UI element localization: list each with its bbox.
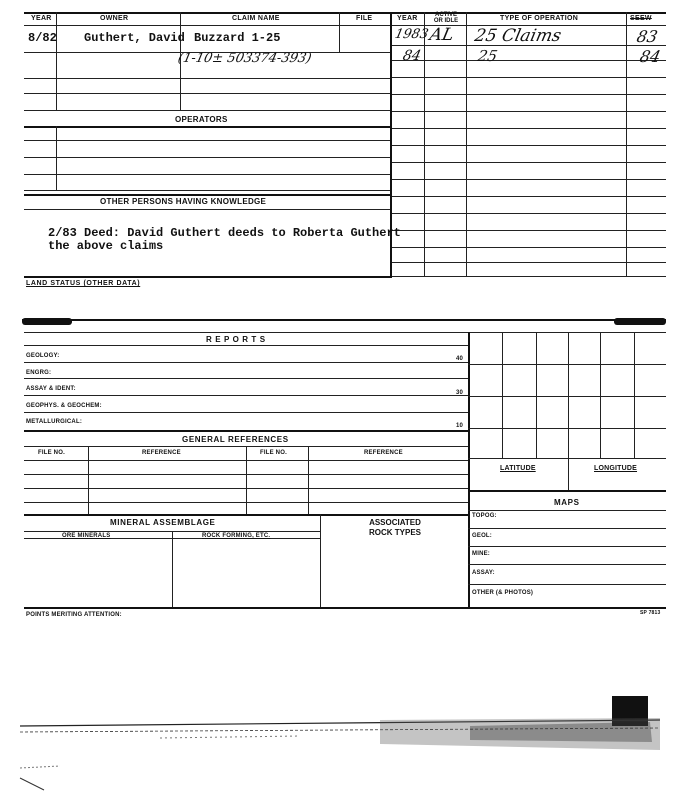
claim-owner: Guthert, David <box>84 31 185 45</box>
activity-operation-1: 25 Claims <box>472 26 564 46</box>
header-active-idle: ACTIVE OR IDLE <box>433 12 459 24</box>
header-year: YEAR <box>31 15 52 22</box>
reports-title: R E P O R T S <box>206 335 266 344</box>
maps-assay: ASSAY: <box>472 570 495 576</box>
latitude-label: LATITUDE <box>500 465 536 472</box>
report-geology-num: 40 <box>456 356 464 362</box>
handwritten-claim-reference: (1-10± 503374-393) <box>176 51 313 66</box>
header-year-2: YEAR <box>397 15 418 22</box>
knowledge-label: OTHER PERSONS HAVING KNOWLEDGE <box>100 197 267 206</box>
report-assay-num: 30 <box>456 390 464 396</box>
claim-year: 8/82 <box>28 31 57 45</box>
header-type-of-operation: TYPE OF OPERATION <box>500 15 579 22</box>
header-last-column: SEEW <box>630 15 652 22</box>
section-separator <box>22 319 666 327</box>
report-metallurgical-num: 10 <box>456 423 464 429</box>
report-geology: GEOLOGY: <box>26 353 60 359</box>
operators-label: OPERATORS <box>175 115 228 124</box>
form-number: SP 7813 <box>640 610 661 616</box>
ref-reference-2: REFERENCE <box>364 450 403 456</box>
activity-operation-2: 25 <box>476 47 500 65</box>
maps-topog: TOPOG: <box>472 513 497 519</box>
header-file: FILE <box>356 15 373 22</box>
ref-file-no-2: FILE NO. <box>260 450 287 456</box>
ref-file-no-1: FILE NO. <box>38 450 65 456</box>
mineral-assemblage-title: MINERAL ASSEMBLAGE <box>110 518 216 527</box>
knowledge-text-line-2: the above claims <box>48 239 164 253</box>
rock-forming-label: ROCK FORMING, ETC. <box>202 533 271 539</box>
report-engrg: ENGRG: <box>26 370 52 376</box>
maps-geol: GEOL: <box>472 533 492 539</box>
activity-last-2: 84 <box>637 47 663 66</box>
land-status-label: LAND STATUS (OTHER DATA) <box>26 280 141 287</box>
longitude-label: LONGITUDE <box>594 465 638 472</box>
maps-other-photos: OTHER (& PHOTOS) <box>472 590 534 596</box>
ref-reference-1: REFERENCE <box>142 450 181 456</box>
activity-year-1: 1983 <box>393 27 430 42</box>
general-references-title: GENERAL REFERENCES <box>182 435 289 444</box>
activity-year-2: 84 <box>401 48 423 64</box>
claim-name: Buzzard 1-25 <box>194 31 281 45</box>
report-assay: ASSAY & IDENT: <box>26 386 76 392</box>
maps-mine: MINE: <box>472 551 490 557</box>
associated-rock-types-label: ASSOCIATED ROCK TYPES <box>368 518 421 537</box>
activity-last-1: 83 <box>634 27 660 46</box>
maps-title: MAPS <box>554 498 580 507</box>
header-claim-name: CLAIM NAME <box>232 15 280 22</box>
activity-status-1: AL <box>427 25 456 45</box>
header-owner: OWNER <box>100 15 129 22</box>
report-geophys: GEOPHYS. & GEOCHEM: <box>26 403 102 409</box>
points-meriting-attention-label: POINTS MERITING ATTENTION: <box>26 612 122 618</box>
ore-minerals-label: ORE MINERALS <box>62 533 111 539</box>
knowledge-text-line-1: 2/83 Deed: David Guthert deeds to Roberta Guthert <box>48 226 401 240</box>
report-metallurgical: METALLURGICAL: <box>26 419 83 425</box>
